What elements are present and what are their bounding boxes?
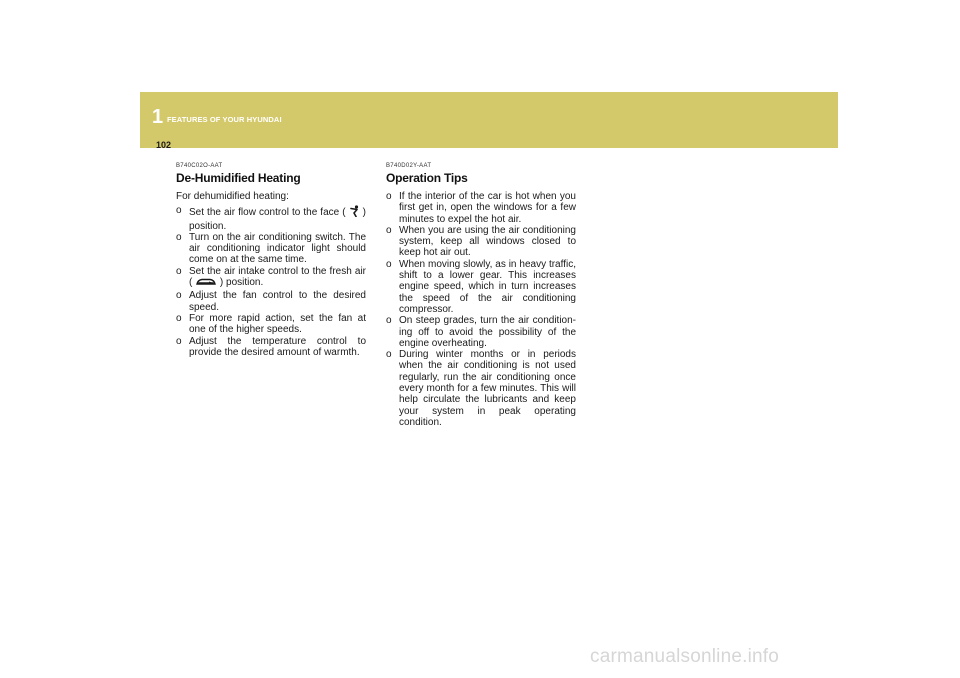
list-item [176,205,366,232]
list-item [386,191,576,225]
item-text: ) position. [189,207,367,232]
item-text: ) position. [219,277,264,289]
bullet-marker: o [176,265,182,277]
item-text: If the interior of the car is hot when you first get in, open the windows for a few minutes to expel the hot air. [399,191,576,225]
bullet-marker: o [176,205,182,217]
section-intro: For dehumidified heating: [176,191,289,202]
item-text: When moving slowly, as in heavy traffic, shift to a lower gear. This increases engine speed, which in turn increases the speed of the air conditioning compressor. [399,258,576,315]
list-item [176,266,366,291]
dehumidified-heating-section [176,163,366,358]
list-item [176,232,366,266]
list-item [176,290,366,313]
list-item [386,349,576,428]
list-item [386,225,576,259]
section-code: B740C02O-AAT [176,163,223,169]
item-text: Adjust the temperature control to provide the desired amount of warmth. [189,335,366,358]
list-item [176,313,366,336]
section-title: De-Humidified Heating [176,171,301,185]
list-item [386,259,576,315]
page-number: 102 [156,140,172,150]
bullet-marker: o [176,231,182,243]
item-text: Adjust the fan control to the desired speed. [189,290,366,313]
item-text: On steep grades, turn the air condition-ing off to avoid the possibility of the engine overheating. [399,315,576,349]
item-text: During winter months or in periods when the air conditioning is not used regularly, run the air conditioning once every month for a few minutes. This will help circulate the lubricants and keep your system in peak operating condition. [399,349,576,428]
bullet-marker: o [386,315,392,327]
bullet-marker: o [386,224,392,236]
face-vent-icon [349,205,360,220]
item-text: Turn on the air conditioning switch. The air conditioning indicator light should come on at the same time. [189,231,366,266]
section-code: B740D02Y-AAT [386,163,432,169]
bullet-marker: o [386,191,392,202]
item-text: When you are using the air conditioning system, keep all windows closed to keep hot air out. [399,224,576,259]
item-text: Set the air intake control to the fresh air ( [189,265,366,289]
section-title: Operation Tips [386,171,468,185]
bullet-marker: o [176,290,182,302]
fresh-air-icon [195,277,217,290]
list-item [176,336,366,359]
list-item [386,315,576,349]
instruction-list [176,205,366,358]
chapter-number: 1 [152,106,164,128]
operation-tips-section [386,163,576,428]
watermark-text: carmanualsonline.info [590,646,780,667]
bullet-marker: o [386,349,392,361]
chapter-title: FEATURES OF YOUR HYUNDAI [167,115,282,124]
item-text: For more rapid action, set the fan at one of the higher speeds. [189,312,366,336]
bullet-marker: o [176,312,182,324]
tips-list [386,191,576,428]
bullet-marker: o [386,258,392,270]
item-text: Set the air flow control to the face ( [189,207,346,219]
bullet-marker: o [176,335,182,347]
